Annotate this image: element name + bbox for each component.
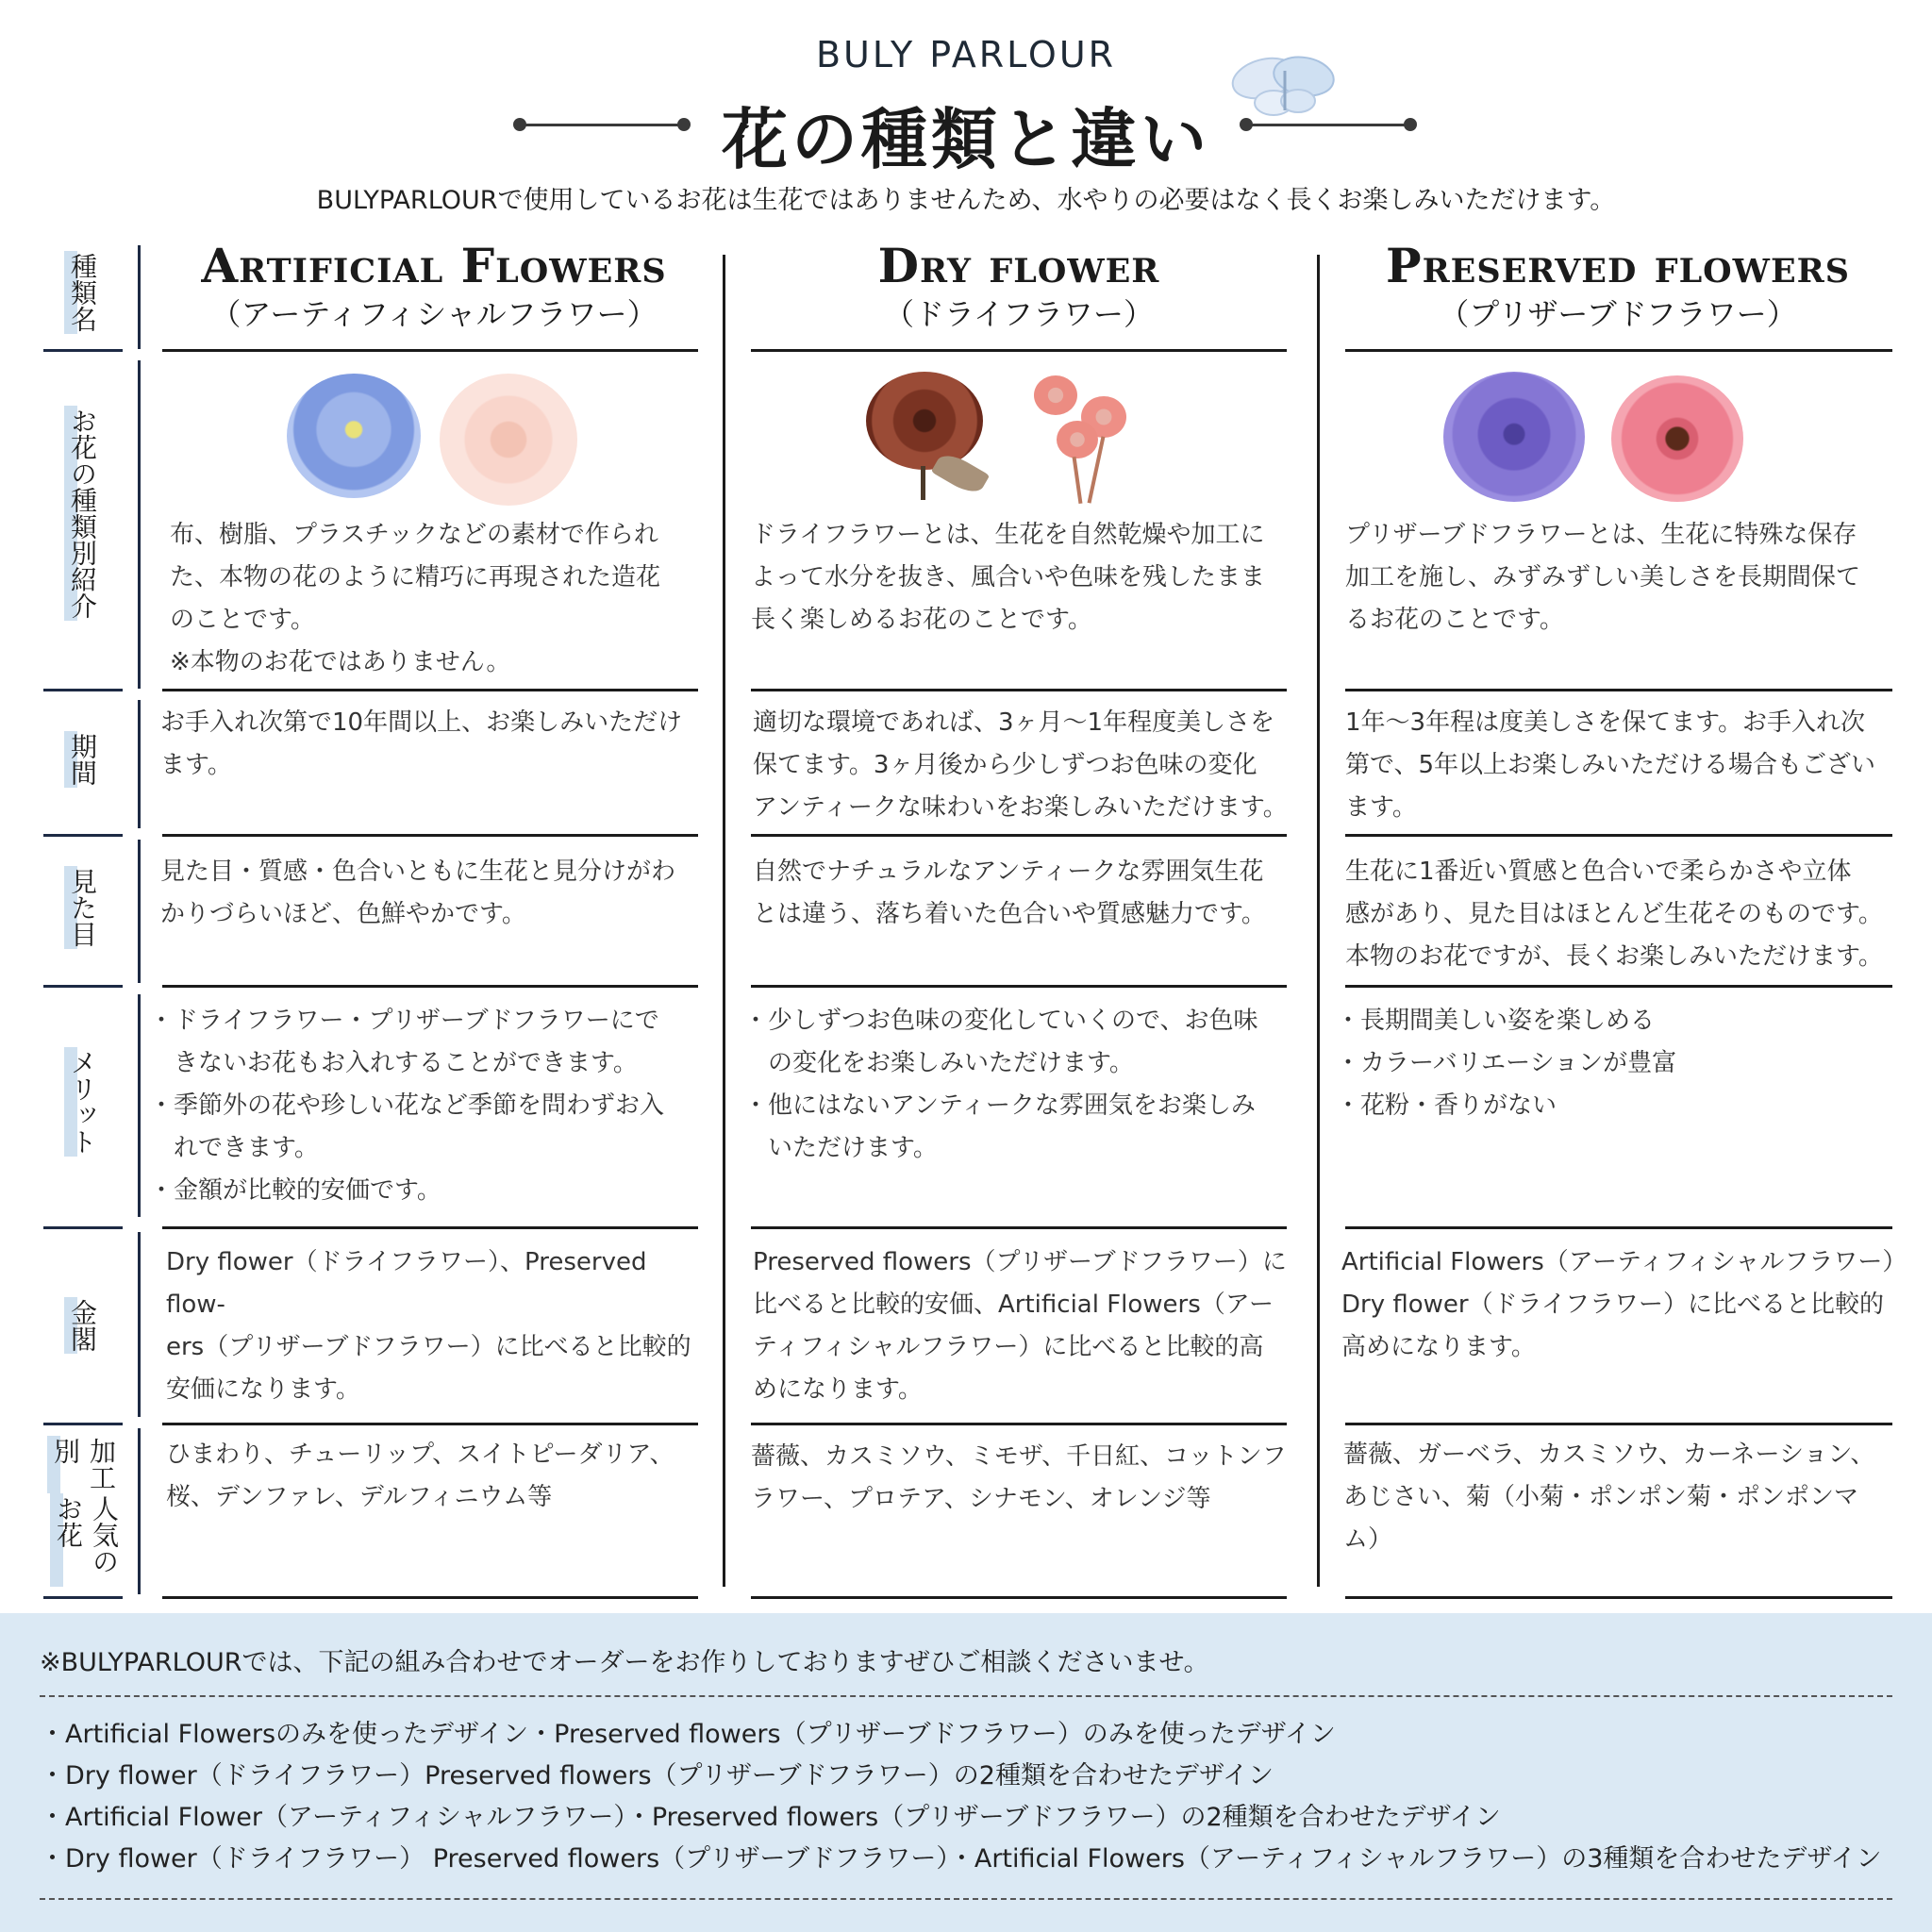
row-separator [751,1596,1287,1599]
page-title: 花の種類と違い [722,101,1210,178]
label-divider [138,994,141,1217]
row-separator [1345,349,1892,352]
column-divider [723,255,725,1587]
combination-item: ・Artificial Flower（アーティフィシャルフラワー）・Preserved flowers（プリザーブドフラワー）の2種類を合わせたデザイン [40,1803,1501,1832]
artificial-look: 見た目・質感・色合いともに生花と見分けがわ かりづらいほど、色鮮やかです。 [160,858,676,928]
row-separator [751,985,1287,988]
label-underline [43,689,123,691]
intro-text: BULYPARLOURで使用しているお花は生花ではありませんため、水やりの必要はなく長くお楽しみいただけます。 [316,186,1616,215]
label-underline [43,1226,123,1229]
dry-description: ドライフラワーとは、生花を自然乾燥や加工に よって水分を抜き、風合いや色味を残したまま 長く楽しめるお花のことです。 [751,521,1265,634]
artificial-description: 布、樹脂、プラスチックなどの素材で作られ た、本物の花のように精巧に再現された造花 のことです。 ※本物のお花ではありません。 [170,521,661,676]
row-separator [162,1423,698,1425]
brand-name: BULY PARLOUR [815,34,1117,75]
row-separator [1345,1596,1892,1599]
row-label-popular: 加工別 人気のお花 [51,1436,121,1587]
pink-peony-image [440,374,577,506]
label-divider [138,360,141,689]
row-separator [751,689,1287,691]
row-separator [751,1423,1287,1425]
dry-period: 適切な環境であれば、3ヶ月〜1年程度美しさを 保てます。3ヶ月後から少しずつお色味の変化 アンティークな味わいをお楽しみいただけます。 [753,708,1288,822]
preserved-price: Artificial Flowers（アーティフィシャルフラワー） Dry flower（ドライフラワー）に比べると比較的 高めになります。 [1341,1248,1907,1361]
combination-item: ・Dry flower（ドライフラワー） Preserved flowers（プリザーブドフラワー）・Artificial Flowers（アーティフィシャルフラワー）の3種類を合わせたデザイン [40,1844,1882,1874]
column-subtitle-dry: （ドライフラワー） [883,296,1155,332]
blue-dahlia-image [287,374,421,498]
title-deco-dot [1404,118,1417,131]
label-underline [43,1596,123,1599]
row-separator [751,834,1287,837]
row-label-merit: メリット [64,1047,100,1160]
row-separator [1345,689,1892,691]
row-separator [162,985,698,988]
column-subtitle-artificial: （アーティフィシャルフラワー） [210,296,658,332]
row-separator [751,1226,1287,1229]
dry-popular: 薔薇、カスミソウ、ミモザ、千日紅、コットンフ ラワー、プロテア、シナモン、オレンジ等 [751,1442,1287,1513]
preserved-look: 生花に1番近い質感と色合いで柔らかさや立体 感があり、見た目はほとんど生花そのものです。 本物のお花ですが、長くお楽しみいただけます。 [1345,858,1883,971]
dried-rose-stem-image [921,466,925,500]
row-label-period: 期間 [64,731,100,807]
preserved-merits: ・ 長期間美しい姿を楽しめる ・ カラーバリエーションが豊富 ・ 花粉・香りがない [1341,1000,1889,1127]
dry-merits: ・ 少しずつお色味の変化していくので、お色味 の変化をお楽しみいただけます。 ・ 他にはないアンティークな雰囲気をお楽しみ いただけます。 [749,1000,1296,1170]
label-divider [138,840,141,983]
strawflower-image [1057,421,1098,458]
row-label-intro: お花の種類別紹介 [64,406,100,641]
row-separator [162,834,698,837]
row-label-price: 金閣 [64,1297,100,1373]
preserved-popular: 薔薇、ガーベラ、カスミソウ、カーネーション、 あじさい、菊（小菊・ポンポン菊・ポンポンマ ム） [1343,1441,1875,1554]
dried-rose-image [866,372,983,470]
artificial-period: お手入れ次第で10年間以上、お楽しみいただけ ます。 [160,708,683,779]
footer-note: ※BULYPARLOURでは、下記の組み合わせでオーダーをお作りしておりますぜひご相談くださいませ。 [40,1648,1209,1677]
label-underline [43,985,123,988]
row-label-look: 見た目 [64,866,100,960]
dry-price: Preserved flowers（プリザーブドフラワー）に 比べると比較的安価、Artificial Flowers（アー ティフィシャルフラワー）に比べると比較的高 めになります。 [753,1248,1287,1404]
dry-look: 自然でナチュラルなアンティークな雰囲気生花 とは違う、落ち着いた色合いや質感魅力です。 [753,858,1266,928]
column-divider [1317,255,1320,1587]
artificial-popular: ひまわり、チューリップ、スイトピーダリア、 桜、デンファレ、デルフィニウム等 [166,1441,675,1511]
strawflower-image [1034,375,1077,415]
row-separator [162,1596,698,1599]
row-separator [1345,1226,1892,1229]
row-separator [162,349,698,352]
combination-item: ・Dry flower（ドライフラワー）Preserved flowers（プリザーブドフラワー）の2種類を合わせたデザイン [40,1761,1274,1790]
label-underline [43,834,123,837]
label-underline [43,349,123,352]
row-label-kind: 種類名 [64,251,100,345]
pink-gerbera-image [1611,375,1743,502]
footer-dashed-divider [40,1898,1892,1900]
column-title-dry: Dry flower [877,238,1160,293]
row-separator [162,1226,698,1229]
preserved-description: プリザーブドフラワーとは、生花に特殊な保存 加工を施し、みずみずしい美しさを長期間保て るお花のことです。 [1345,521,1861,634]
artificial-merits: ・ ドライフラワー・プリザーブドフラワーにで きないお花もお入れすることができます。 ・ 季節外の花や珍しい花など季節を問わずお入 れできます。 ・ 金額が比較的安価です。 [155,1000,702,1212]
label-divider [138,1428,141,1594]
footer-dashed-divider [40,1695,1892,1697]
column-title-artificial: Artificial Flowers [201,238,667,293]
row-separator [1345,985,1892,988]
label-divider [138,1232,141,1417]
column-subtitle-preserved: （プリザーブドフラワー） [1439,296,1797,332]
row-separator [751,349,1287,352]
artificial-price: Dry flower（ドライフラワー）、Preserved flow- ers（プリザーブドフラワー）に比べると比較的 安価になります。 [166,1248,691,1404]
preserved-period: 1年〜3年程は度美しさを保てます。お手入れ次 第で、5年以上お楽しみいただける場合もござい ます。 [1345,708,1876,822]
butterfly-icon [1226,52,1340,127]
label-underline [43,1423,123,1425]
row-separator [1345,1423,1892,1425]
label-divider [138,245,141,349]
purple-rose-image [1443,372,1585,502]
column-title-preserved: Preserved flowers [1385,238,1851,293]
combination-item: ・Artificial Flowersのみを使ったデザイン・Preserved flowers（プリザーブドフラワー）のみを使ったデザイン [40,1720,1336,1749]
strawflower-stem-image [1073,457,1083,504]
label-divider [138,700,141,828]
row-separator [162,689,698,691]
row-separator [1345,834,1892,837]
